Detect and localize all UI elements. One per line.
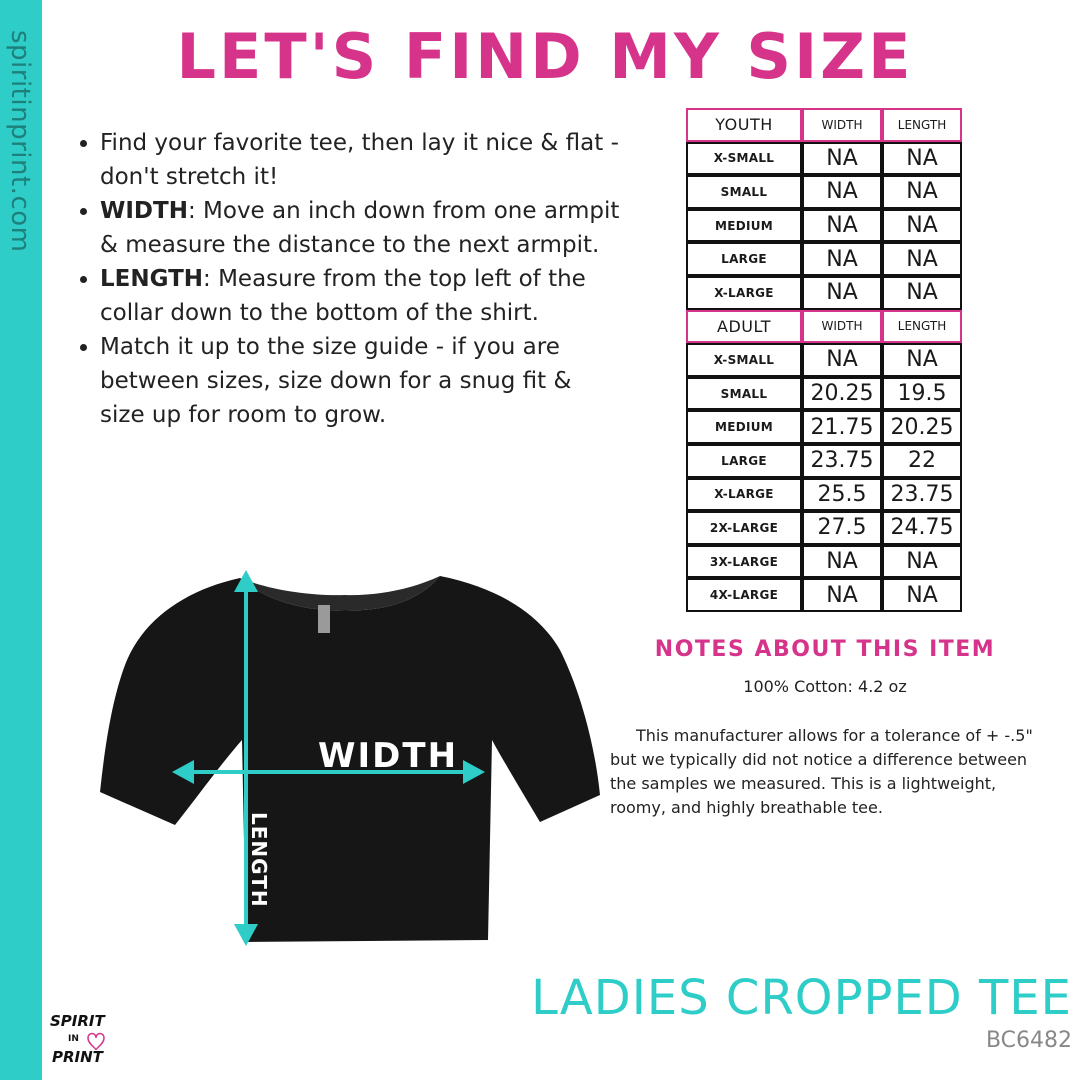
notes-heading: NOTES ABOUT THIS ITEM: [654, 637, 996, 662]
size-cell-length: NA: [882, 545, 962, 579]
size-cell-width: 21.75: [802, 410, 882, 444]
size-cell-width: 23.75: [802, 444, 882, 478]
size-cell-length: NA: [882, 578, 962, 612]
size-cell-width: 25.5: [802, 478, 882, 512]
adult-header-length: LENGTH: [882, 310, 962, 344]
table-row: [686, 142, 962, 176]
size-cell-size: X-LARGE: [686, 478, 802, 512]
youth-header-width: WIDTH: [802, 108, 882, 142]
size-cell-size: 2X-LARGE: [686, 511, 802, 545]
size-cell-size: X-LARGE: [686, 276, 802, 310]
table-row: [686, 444, 962, 478]
table-row: [686, 209, 962, 243]
size-cell-size: MEDIUM: [686, 209, 802, 243]
adult-header-row: [686, 310, 962, 344]
size-cell-width: NA: [802, 545, 882, 579]
svg-text:SPIRIT: SPIRIT: [50, 1012, 105, 1030]
width-label: WIDTH: [318, 736, 459, 776]
size-cell-size: X-SMALL: [686, 343, 802, 377]
table-row: [686, 478, 962, 512]
size-cell-size: MEDIUM: [686, 410, 802, 444]
size-cell-width: 27.5: [802, 511, 882, 545]
size-cell-length: 19.5: [882, 377, 962, 411]
table-row: [686, 242, 962, 276]
site-url: spiritinprint.com: [5, 30, 35, 253]
adult-header-width: WIDTH: [802, 310, 882, 344]
sidebar-strip: [0, 0, 42, 1080]
instruction-item: • Match it up to the size guide - if you are between sizes, size down for a snug fit & size up for room to grow.: [100, 330, 620, 432]
spirit-in-print-logo: [48, 1008, 118, 1070]
size-cell-size: LARGE: [686, 242, 802, 276]
youth-header-length: LENGTH: [882, 108, 962, 142]
size-cell-size: 3X-LARGE: [686, 545, 802, 579]
youth-header-label: YOUTH: [686, 108, 802, 142]
size-cell-length: 20.25: [882, 410, 962, 444]
table-row: [686, 511, 962, 545]
notes-fabric: 100% Cotton: 4.2 oz: [743, 677, 907, 696]
size-cell-length: NA: [882, 343, 962, 377]
shirt-diagram: [100, 560, 600, 960]
youth-header-row: [686, 108, 962, 142]
size-cell-length: 24.75: [882, 511, 962, 545]
size-cell-width: NA: [802, 242, 882, 276]
instruction-item: • Find your favorite tee, then lay it nice & flat - don't stretch it!: [100, 126, 620, 194]
size-cell-width: NA: [802, 142, 882, 176]
size-cell-size: 4X-LARGE: [686, 578, 802, 612]
instruction-list: [72, 126, 620, 432]
svg-text:IN: IN: [68, 1034, 79, 1044]
page-title: LET'S FIND MY SIZE: [176, 20, 914, 93]
size-cell-length: NA: [882, 209, 962, 243]
notes-body: This manufacturer allows for a tolerance of + -.5" but we typically did not notice a difference between the samples we measured. This is a lightweight, roomy, and highly breathable tee.: [610, 726, 1033, 817]
instruction-item: • WIDTH: Move an inch down from one armpit & measure the distance to the next armpit.: [100, 194, 620, 262]
size-cell-length: NA: [882, 142, 962, 176]
size-cell-length: NA: [882, 242, 962, 276]
size-cell-width: 20.25: [802, 377, 882, 411]
table-row: [686, 410, 962, 444]
size-cell-length: 23.75: [882, 478, 962, 512]
size-cell-width: NA: [802, 343, 882, 377]
size-cell-size: SMALL: [686, 175, 802, 209]
product-code: BC6482: [985, 1028, 1072, 1053]
table-row: [686, 578, 962, 612]
table-row: [686, 545, 962, 579]
table-row: [686, 175, 962, 209]
size-cell-length: NA: [882, 276, 962, 310]
svg-text:PRINT: PRINT: [52, 1048, 103, 1066]
table-row: [686, 276, 962, 310]
size-chart-table: [686, 108, 962, 612]
instruction-item: • LENGTH: Measure from the top left of the collar down to the bottom of the shirt.: [100, 262, 620, 330]
product-name: LADIES CROPPED TEE: [531, 970, 1072, 1026]
table-row: [686, 377, 962, 411]
size-cell-length: NA: [882, 175, 962, 209]
size-cell-length: 22: [882, 444, 962, 478]
shirt-tag: [318, 605, 330, 633]
adult-header-label: ADULT: [686, 310, 802, 344]
size-cell-size: LARGE: [686, 444, 802, 478]
size-cell-width: NA: [802, 276, 882, 310]
size-cell-size: SMALL: [686, 377, 802, 411]
size-cell-width: NA: [802, 209, 882, 243]
size-cell-width: NA: [802, 578, 882, 612]
length-label: LENGTH: [247, 812, 271, 908]
size-cell-width: NA: [802, 175, 882, 209]
size-cell-size: X-SMALL: [686, 142, 802, 176]
table-row: [686, 343, 962, 377]
